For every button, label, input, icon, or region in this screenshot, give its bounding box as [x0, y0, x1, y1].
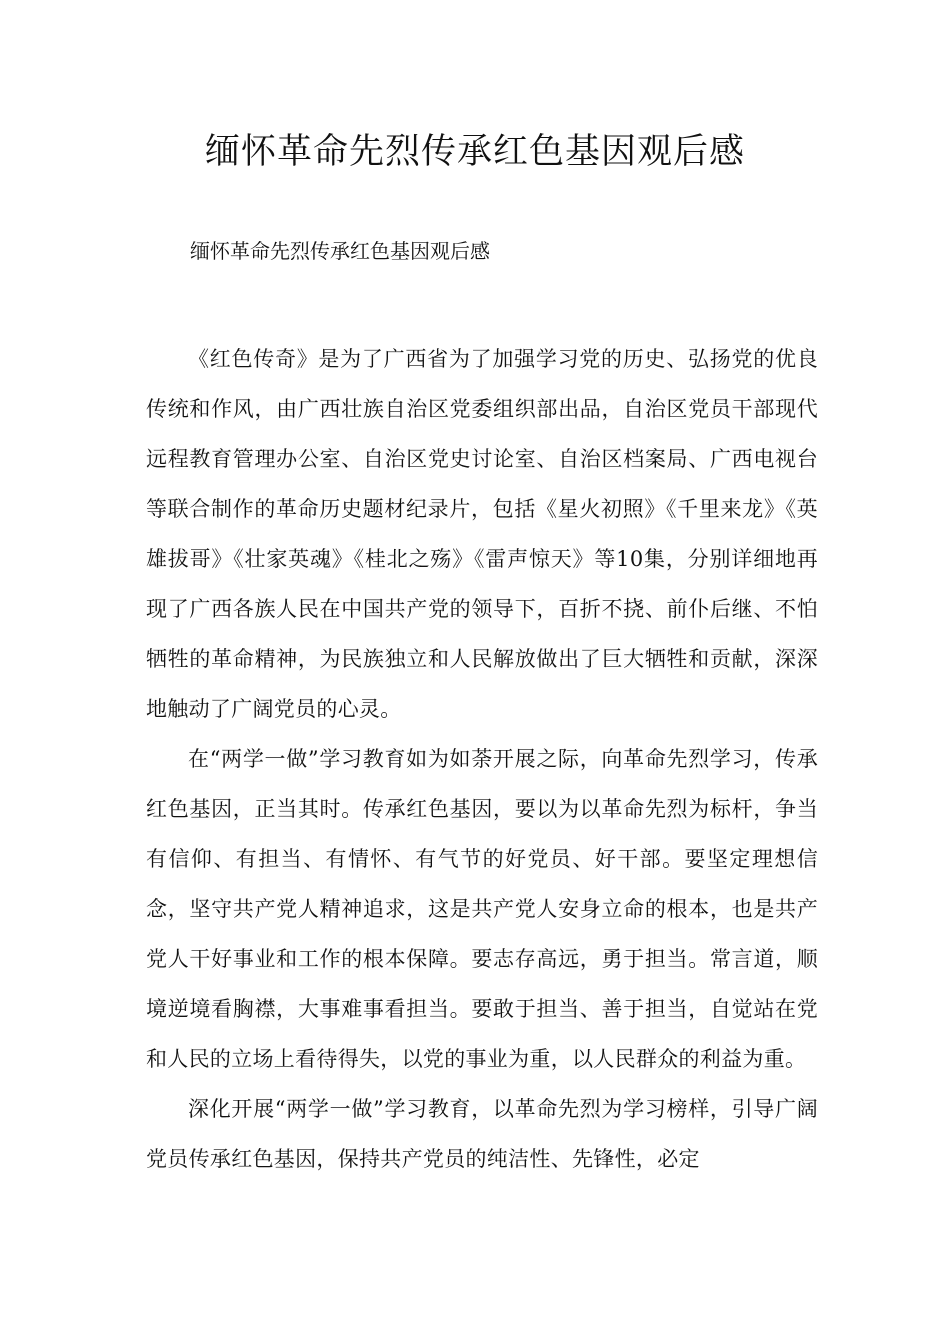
paragraph-1: 《红色传奇》是为了广西省为了加强学习党的历史、弘扬党的优良传统和作风，由广西壮族自治区党委组织部出品，自治区党员干部现代远程教育管理办公室、自治区党史讨论室、自治区档案局、广西电视台等联合制作的革命历史题材纪录片，包括《星火初照》《千里来龙》《英雄拔哥》《壮家英魂》《桂北之殇》《雷声惊天》等10集，分别详细地再现了广西各族人民在中国共产党的领导下，百折不挠、前仆后继、不怕牺牲的革命精神，为民族独立和人民解放做出了巨大牺牲和贡献，深深地触动了广阔党员的心灵。: [146, 347, 818, 721]
paragraph-3: 深化开展“两学一做”学习教育，以革命先烈为学习榜样，引导广阔党员传承红色基因，保持共产党员的纯洁性、先锋性，必定: [146, 1097, 818, 1171]
document-subtitle: 缅怀革命先烈传承红色基因观后感: [190, 239, 490, 263]
document-title: 缅怀革命先烈传承红色基因观后感: [204, 132, 745, 172]
document-body: [146, 334, 818, 1184]
paragraph-2: 在“两学一做”学习教育如为如荼开展之际，向革命先烈学习，传承红色基因，正当其时。传承红色基因，要以为以革命先烈为标杆，争当有信仰、有担当、有情怀、有气节的好党员、好干部。要坚定理想信念，坚守共产党人精神追求，这是共产党人安身立命的根本，也是共产党人干好事业和工作的根本保障。要志存高远，勇于担当。常言道，顺境逆境看胸襟，大事难事看担当。要敢于担当、善于担当，自觉站在党和人民的立场上看待得失，以党的事业为重，以人民群众的利益为重。: [146, 747, 818, 1071]
